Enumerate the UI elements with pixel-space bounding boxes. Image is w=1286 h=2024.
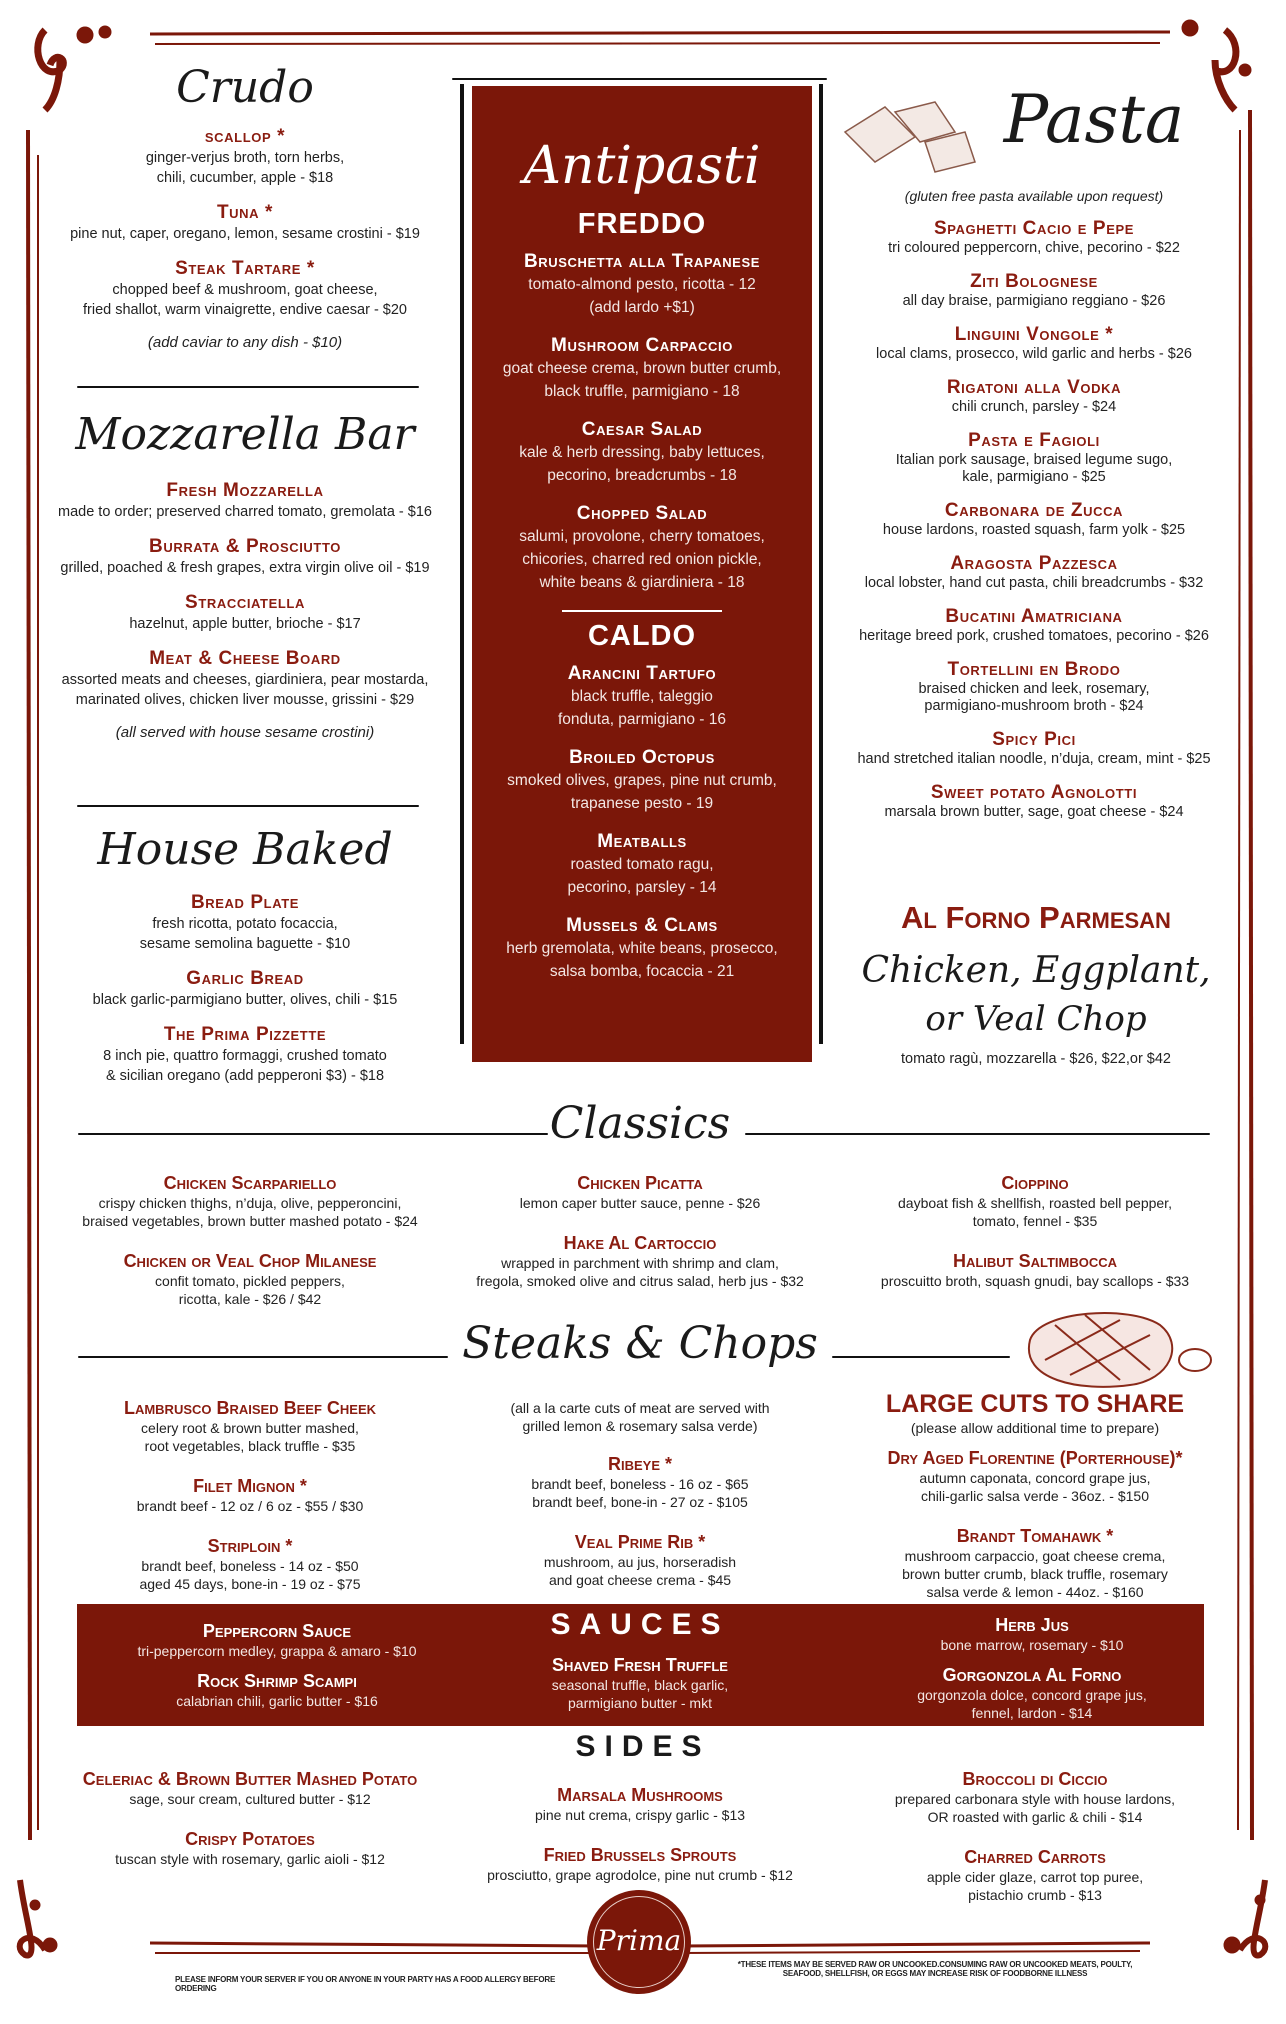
menu-item bbox=[60, 1768, 440, 1808]
menu-item-description: and goat cheese crema - $45 bbox=[548, 1572, 732, 1588]
menu-item-name: Broiled Octopus bbox=[569, 747, 715, 768]
menu-item bbox=[50, 202, 440, 244]
menu-item-description: brown butter crumb, black truffle, rosemary bbox=[902, 1566, 1168, 1582]
menu-item bbox=[77, 1620, 477, 1660]
menu-item-description: parmigiano butter - mkt bbox=[568, 1695, 712, 1711]
menu-item-description: gorgonzola dolce, concord grape jus, bbox=[917, 1687, 1147, 1703]
menu-item-name: Garlic Bread bbox=[186, 968, 304, 989]
menu-item-description: brandt beef, bone-in - 27 oz - $105 bbox=[532, 1494, 748, 1510]
menu-item-description: confit tomato, pickled peppers, bbox=[155, 1273, 345, 1289]
menu-item-description: pecorino, parsley - 14 bbox=[567, 879, 717, 896]
menu-item-description: brandt beef - 12 oz / 6 oz - $55 / $30 bbox=[136, 1498, 364, 1514]
menu-item-description: tomato-almond pesto, ricotta - 12 bbox=[528, 276, 756, 293]
antipasti-section bbox=[472, 86, 812, 1062]
sides-column bbox=[60, 1768, 440, 1888]
menu-item-description: grilled, poached & fresh grapes, extra virgin olive oil - $19 bbox=[60, 560, 430, 576]
menu-item bbox=[826, 377, 1242, 416]
menu-item-description: smoked olives, grapes, pine nut crumb, bbox=[507, 772, 777, 789]
menu-item-description: black garlic-parmigiano butter, olives, chili - $15 bbox=[92, 992, 398, 1008]
divider bbox=[78, 1133, 548, 1135]
menu-item-description: fregola, smoked olive and citrus salad, herb jus - $32 bbox=[476, 1273, 804, 1289]
menu-item bbox=[472, 335, 812, 403]
menu-item bbox=[440, 1172, 840, 1212]
raw-food-notice bbox=[725, 1960, 1145, 1978]
large-cuts-heading: LARGE CUTS TO SHARE bbox=[885, 1390, 1185, 1418]
menu-item-description: Italian pork sausage, braised legume sugo, bbox=[895, 452, 1173, 468]
menu-item-description: autumn caponata, concord grape jus, bbox=[919, 1470, 1151, 1486]
menu-item-name: Spaghetti Cacio e Pepe bbox=[933, 218, 1135, 239]
menu-item-description: (add lardo +$1) bbox=[589, 299, 695, 316]
menu-item-description: salumi, provolone, cherry tomatoes, bbox=[519, 528, 765, 545]
menu-item-name: Sweet potato Agnolotti bbox=[930, 782, 1138, 803]
menu-item-name: Fried Brussels Sprouts bbox=[543, 1845, 737, 1865]
classics-column bbox=[440, 1172, 840, 1310]
menu-item bbox=[826, 324, 1242, 363]
menu-item-description: parmigiano-mushroom broth - $24 bbox=[924, 698, 1144, 714]
menu-item-description: fennel, lardon - $14 bbox=[971, 1705, 1093, 1721]
menu-item-description: hazelnut, apple butter, brioche - $17 bbox=[129, 616, 361, 632]
menu-item-description: braised chicken and leek, rosemary, bbox=[918, 681, 1150, 697]
large-cuts-column bbox=[835, 1390, 1235, 1621]
menu-item-description: sage, sour cream, cultured butter - $12 bbox=[129, 1791, 371, 1807]
steaks-note-line: (all a la carte cuts of meat are served with bbox=[510, 1400, 770, 1416]
menu-item-description: chili, cucumber, apple - $18 bbox=[156, 170, 334, 186]
steak-illustration-icon bbox=[1010, 1300, 1240, 1390]
menu-item bbox=[472, 831, 812, 899]
menu-item-name: Mushroom Carpaccio bbox=[551, 335, 733, 356]
freddo-heading: FREDDO bbox=[577, 208, 707, 240]
divider bbox=[819, 84, 823, 1044]
menu-item-description: brandt beef, boneless - 14 oz - $50 bbox=[141, 1558, 359, 1574]
classics-column bbox=[840, 1172, 1230, 1310]
menu-item bbox=[826, 659, 1242, 715]
menu-item-description: 8 inch pie, quattro formaggi, crushed tomato bbox=[103, 1048, 387, 1064]
menu-item-name: The Prima Pizzette bbox=[163, 1024, 327, 1045]
sauces-heading: SAUCES bbox=[550, 1608, 730, 1641]
menu-item-description: fresh ricotta, potato focaccia, bbox=[152, 916, 338, 932]
menu-item bbox=[50, 258, 440, 320]
menu-item-name: Steak Tartare * bbox=[175, 258, 315, 279]
steaks-column bbox=[440, 1399, 840, 1609]
menu-item-description: kale & herb dressing, baby lettuces, bbox=[519, 444, 765, 461]
menu-item-name: Cioppino bbox=[1001, 1173, 1069, 1193]
menu-item-description: celery root & brown butter mashed, bbox=[141, 1420, 359, 1436]
sauces-section bbox=[77, 1604, 1204, 1726]
menu-item-description: fried shallot, warm vinaigrette, endive caesar - $20 bbox=[83, 302, 407, 318]
classics-title: Classics bbox=[549, 1098, 731, 1149]
pasta-note: (gluten free pasta available upon request) bbox=[904, 188, 1164, 204]
classics-column bbox=[50, 1172, 450, 1328]
menu-item bbox=[50, 1397, 450, 1455]
menu-item-description: prosciutto, grape agrodolce, pine nut crumb - $12 bbox=[487, 1867, 793, 1883]
menu-item-name: Tortellini en Brodo bbox=[947, 659, 1121, 680]
mozzarella-bar-section bbox=[45, 400, 445, 741]
menu-item bbox=[440, 1654, 840, 1712]
menu-item-name: Linguini Vongole * bbox=[954, 324, 1114, 345]
menu-item-description: & sicilian oregano (add pepperoni $3) - $18 bbox=[105, 1068, 385, 1084]
menu-item-name: Hake Al Cartoccio bbox=[563, 1233, 717, 1253]
menu-item-description: prepared carbonara style with house lardons, bbox=[894, 1791, 1176, 1807]
divider bbox=[452, 78, 827, 80]
menu-item bbox=[45, 480, 445, 522]
menu-item-description: pine nut, caper, oregano, lemon, sesame crostini - $19 bbox=[70, 226, 420, 242]
menu-item-name: Spicy Pici bbox=[992, 729, 1076, 750]
menu-item-description: trapanese pesto - 19 bbox=[570, 795, 714, 812]
menu-item-name: Meat & Cheese Board bbox=[149, 648, 341, 669]
menu-item-description: black truffle, parmigiano - 18 bbox=[544, 383, 740, 400]
menu-item-name: Veal Prime Rib * bbox=[574, 1532, 706, 1552]
menu-item-name: Bucatini Amatriciana bbox=[945, 606, 1123, 627]
menu-item-description: aged 45 days, bone-in - 19 oz - $75 bbox=[139, 1576, 361, 1592]
steaks-column bbox=[50, 1397, 450, 1613]
al-forno-script-line2: or Veal Chop bbox=[925, 999, 1147, 1039]
menu-item bbox=[440, 1784, 840, 1824]
menu-item-description: mushroom carpaccio, goat cheese crema, bbox=[904, 1548, 1166, 1564]
menu-item bbox=[50, 1475, 450, 1515]
menu-item-description: local lobster, hand cut pasta, chili breadcrumbs - $32 bbox=[864, 575, 1204, 591]
menu-item bbox=[440, 1232, 840, 1290]
menu-item-description: chopped beef & mushroom, goat cheese, bbox=[112, 282, 378, 298]
menu-item-description: seasonal truffle, black garlic, bbox=[551, 1677, 729, 1693]
menu-item bbox=[826, 500, 1242, 539]
menu-item bbox=[50, 1250, 450, 1308]
menu-item-description: proscuitto broth, squash gnudi, bay scallops - $33 bbox=[880, 1273, 1190, 1289]
menu-item bbox=[840, 1172, 1230, 1230]
menu-item-description: goat cheese crema, brown butter crumb, bbox=[502, 360, 782, 377]
divider bbox=[745, 1133, 1210, 1135]
menu-item-name: Rock Shrimp Scampi bbox=[197, 1671, 357, 1691]
menu-item bbox=[837, 1664, 1227, 1722]
menu-item-description: heritage breed pork, crushed tomatoes, pecorino - $26 bbox=[859, 628, 1209, 644]
menu-item-description: fonduta, parmigiano - 16 bbox=[557, 711, 727, 728]
divider bbox=[78, 1356, 448, 1358]
menu-item-name: Filet Mignon * bbox=[193, 1476, 307, 1496]
menu-item bbox=[472, 419, 812, 487]
menu-item bbox=[440, 1453, 840, 1511]
menu-item bbox=[50, 1535, 450, 1593]
menu-item bbox=[826, 271, 1242, 310]
menu-item-description: white beans & giardiniera - 18 bbox=[539, 574, 745, 591]
menu-item-name: Broccoli di Ciccio bbox=[962, 1769, 1108, 1789]
menu-item-description: sesame semolina baguette - $10 bbox=[139, 936, 351, 952]
al-forno-script-line1: Chicken, Eggplant, bbox=[861, 950, 1211, 991]
menu-item-name: Tuna * bbox=[216, 202, 274, 223]
crudo-title: Crudo bbox=[176, 62, 314, 113]
menu-item-name: Meatballs bbox=[597, 831, 687, 852]
menu-item bbox=[45, 648, 445, 710]
prima-logo bbox=[587, 1890, 691, 1994]
menu-item bbox=[835, 1447, 1235, 1505]
menu-item-name: Pasta e Fagioli bbox=[968, 430, 1100, 451]
sides-column bbox=[440, 1784, 840, 1904]
menu-item-name: Ribeye * bbox=[607, 1454, 673, 1474]
house-baked-section bbox=[50, 818, 440, 1100]
mozzarella-bar-note: (all served with house sesame crostini) bbox=[115, 724, 375, 741]
steaks-note-line: grilled lemon & rosemary salsa verde) bbox=[522, 1418, 758, 1434]
menu-item-name: Charred Carrots bbox=[964, 1847, 1106, 1867]
menu-item-name: Ziti Bolognese bbox=[970, 271, 1098, 292]
menu-item-description: all day braise, parmigiano reggiano - $26 bbox=[902, 293, 1166, 309]
menu-item-description: house lardons, roasted squash, farm yolk - $25 bbox=[882, 522, 1186, 538]
menu-item-description: tomato, fennel - $35 bbox=[972, 1213, 1098, 1229]
divider bbox=[562, 610, 722, 612]
menu-item-name: Burrata & Prosciutto bbox=[149, 536, 341, 557]
menu-item bbox=[45, 592, 445, 634]
menu-item bbox=[60, 1828, 440, 1868]
menu-item-description: crispy chicken thighs, n’duja, olive, pepperoncini, bbox=[98, 1195, 402, 1211]
menu-item bbox=[440, 1844, 840, 1884]
menu-item bbox=[440, 1531, 840, 1589]
menu-item bbox=[50, 126, 440, 188]
divider bbox=[77, 386, 419, 388]
menu-item-name: Lambrusco Braised Beef Cheek bbox=[123, 1398, 377, 1418]
caldo-heading: CALDO bbox=[587, 620, 697, 652]
menu-item-name: Chicken Picatta bbox=[577, 1173, 703, 1193]
menu-item-description: pine nut crema, crispy garlic - $13 bbox=[534, 1807, 746, 1823]
raw-notice-line: *THESE ITEMS MAY BE SERVED RAW OR UNCOOKED.CONSUMING RAW OR UNCOOKED MEATS, POULTY, bbox=[737, 1960, 1133, 1969]
menu-item-name: Bread Plate bbox=[190, 892, 300, 913]
menu-item-description: pecorino, breadcrumbs - 18 bbox=[547, 467, 737, 484]
menu-item-description: brandt beef, boneless - 16 oz - $65 bbox=[531, 1476, 749, 1492]
menu-item-description: pistachio crumb - $13 bbox=[968, 1887, 1102, 1903]
steaks-title: Steaks & Chops bbox=[462, 1318, 818, 1369]
menu-item-description: kale, parmigiano - $25 bbox=[962, 469, 1106, 485]
menu-item-description: marsala brown butter, sage, goat cheese - $24 bbox=[884, 804, 1184, 820]
menu-item bbox=[840, 1768, 1230, 1826]
crudo-section bbox=[50, 58, 440, 351]
menu-item-name: Bruschetta alla Trapanese bbox=[523, 251, 760, 272]
menu-item-name: Mussels & Clams bbox=[566, 915, 718, 936]
menu-item bbox=[472, 915, 812, 983]
menu-item bbox=[472, 503, 812, 594]
al-forno-section bbox=[836, 900, 1236, 1069]
menu-item bbox=[826, 606, 1242, 645]
sides-heading: SIDES bbox=[575, 1730, 711, 1763]
menu-item bbox=[840, 1250, 1230, 1290]
menu-item bbox=[472, 747, 812, 815]
menu-item-name: Aragosta Pazzesca bbox=[950, 553, 1118, 574]
menu-item-name: Gorgonzola Al Forno bbox=[942, 1665, 1122, 1685]
menu-item-description: root vegetables, black truffle - $35 bbox=[144, 1438, 356, 1454]
menu-item-description: wrapped in parchment with shrimp and clam, bbox=[501, 1255, 779, 1271]
menu-item-description: assorted meats and cheeses, giardiniera, pear mostarda, bbox=[61, 672, 429, 688]
menu-item-description: lemon caper butter sauce, penne - $26 bbox=[519, 1195, 761, 1211]
sides-column bbox=[840, 1768, 1230, 1924]
menu-item bbox=[826, 430, 1242, 486]
menu-item bbox=[45, 536, 445, 578]
menu-item bbox=[826, 553, 1242, 592]
menu-item-description: apple cider glaze, carrot top puree, bbox=[926, 1869, 1144, 1885]
menu-item-description: made to order; preserved charred tomato, gremolata - $16 bbox=[58, 504, 432, 520]
crudo-note: (add caviar to any dish - $10) bbox=[147, 334, 343, 351]
menu-item-description: local clams, prosecco, wild garlic and herbs - $26 bbox=[876, 346, 1192, 362]
menu-item-description: ginger-verjus broth, torn herbs, bbox=[145, 150, 345, 166]
divider bbox=[77, 805, 419, 807]
menu-item bbox=[472, 251, 812, 319]
menu-item bbox=[840, 1846, 1230, 1904]
menu-item-name: Peppercorn Sauce bbox=[202, 1621, 352, 1641]
menu-item-name: Celeriac & Brown Butter Mashed Potato bbox=[82, 1769, 418, 1789]
menu-item-name: Chopped Salad bbox=[576, 503, 708, 524]
menu-item-description: tri coloured peppercorn, chive, pecorino - $22 bbox=[888, 240, 1180, 256]
large-cuts-note: (please allow additional time to prepare) bbox=[910, 1420, 1160, 1436]
menu-item-description: ricotta, kale - $26 / $42 bbox=[178, 1291, 322, 1307]
menu-item-name: scallop * bbox=[204, 126, 286, 147]
menu-item bbox=[50, 892, 440, 954]
menu-item-name: Herb Jus bbox=[995, 1615, 1069, 1635]
menu-item-description: salsa verde & lemon - 44oz. - $160 bbox=[926, 1584, 1144, 1600]
al-forno-desc: tomato ragù, mozzarella - $26, $22,or $42 bbox=[900, 1051, 1171, 1067]
menu-item-description: hand stretched italian noodle, n’duja, cream, mint - $25 bbox=[857, 751, 1211, 767]
menu-item bbox=[50, 1024, 440, 1086]
menu-item-description: braised vegetables, brown butter mashed potato - $24 bbox=[82, 1213, 418, 1229]
menu-item-description: calabrian chili, garlic butter - $16 bbox=[176, 1693, 378, 1709]
menu-item-description: herb gremolata, white beans, prosecco, bbox=[506, 940, 778, 957]
logo-text: Prima bbox=[596, 1924, 682, 1957]
menu-item-name: Stracciatella bbox=[185, 592, 305, 613]
pasta-title: Pasta bbox=[1003, 81, 1185, 158]
menu-item-name: Chicken Scarpariello bbox=[163, 1173, 337, 1193]
house-baked-title: House Baked bbox=[97, 824, 393, 875]
antipasti-title: Antipasti bbox=[523, 136, 761, 196]
menu-item-description: salsa bomba, focaccia - 21 bbox=[549, 963, 735, 980]
pasta-section bbox=[826, 60, 1242, 835]
menu-item-name: Shaved Fresh Truffle bbox=[552, 1655, 728, 1675]
menu-item bbox=[837, 1614, 1227, 1654]
menu-item-description: OR roasted with garlic & chili - $14 bbox=[927, 1809, 1143, 1825]
menu-item-description: chili crunch, parsley - $24 bbox=[951, 399, 1117, 415]
menu-item bbox=[826, 729, 1242, 768]
menu-item-description: bone marrow, rosemary - $10 bbox=[940, 1637, 1124, 1653]
menu-item-name: Crispy Potatoes bbox=[185, 1829, 315, 1849]
menu-item-name: Chicken or Veal Chop Milanese bbox=[123, 1251, 377, 1271]
divider bbox=[832, 1356, 1010, 1358]
mozzarella-bar-title: Mozzarella Bar bbox=[75, 409, 415, 460]
menu-item bbox=[50, 1172, 450, 1230]
menu-item-name: Brandt Tomahawk * bbox=[956, 1526, 1114, 1546]
menu-item-description: chili-garlic salsa verde - 36oz. - $150 bbox=[921, 1488, 1149, 1504]
menu-item-description: mushroom, au jus, horseradish bbox=[543, 1554, 737, 1570]
menu-item bbox=[826, 218, 1242, 257]
menu-item bbox=[50, 968, 440, 1010]
menu-item-description: black truffle, taleggio bbox=[571, 688, 713, 705]
menu-item bbox=[77, 1670, 477, 1710]
menu-item-description: marinated olives, chicken liver mousse, grissini - $29 bbox=[75, 692, 415, 708]
menu-item-name: Dry Aged Florentine (Porterhouse)* bbox=[887, 1448, 1183, 1468]
menu-item bbox=[826, 782, 1242, 821]
allergy-notice: PLEASE INFORM YOUR SERVER IF YOU OR ANYONE IN YOUR PARTY HAS A FOOD ALLERGY BEFORE ORDERING bbox=[175, 1975, 556, 1993]
menu-item-name: Striploin * bbox=[207, 1536, 293, 1556]
menu-item-name: Fresh Mozzarella bbox=[166, 480, 324, 501]
menu-item-description: dayboat fish & shellfish, roasted bell pepper, bbox=[898, 1195, 1172, 1211]
menu-item bbox=[835, 1525, 1235, 1601]
divider bbox=[460, 84, 464, 1044]
menu-item bbox=[472, 663, 812, 731]
al-forno-heading: Al Forno Parmesan bbox=[901, 900, 1171, 935]
menu-item-name: Marsala Mushrooms bbox=[557, 1785, 723, 1805]
menu-item-name: Halibut Saltimbocca bbox=[952, 1251, 1118, 1271]
menu-item-description: tri-peppercorn medley, grappa & amaro - $10 bbox=[137, 1643, 417, 1659]
menu-item-name: Carbonara de Zucca bbox=[944, 500, 1124, 521]
menu-item-name: Caesar Salad bbox=[581, 419, 703, 440]
menu-item-name: Arancini Tartufo bbox=[567, 663, 717, 684]
menu-item-description: roasted tomato ragu, bbox=[570, 856, 714, 873]
menu-item-description: tuscan style with rosemary, garlic aioli - $12 bbox=[115, 1851, 385, 1867]
menu-item-description: chicories, charred red onion pickle, bbox=[522, 551, 762, 568]
raw-notice-line: SEAFOOD, SHELLFISH, OR EGGS MAY INCREASE RISK OF FOODBORNE ILLNESS bbox=[782, 1969, 1088, 1978]
menu-item-name: Rigatoni alla Vodka bbox=[946, 377, 1122, 398]
